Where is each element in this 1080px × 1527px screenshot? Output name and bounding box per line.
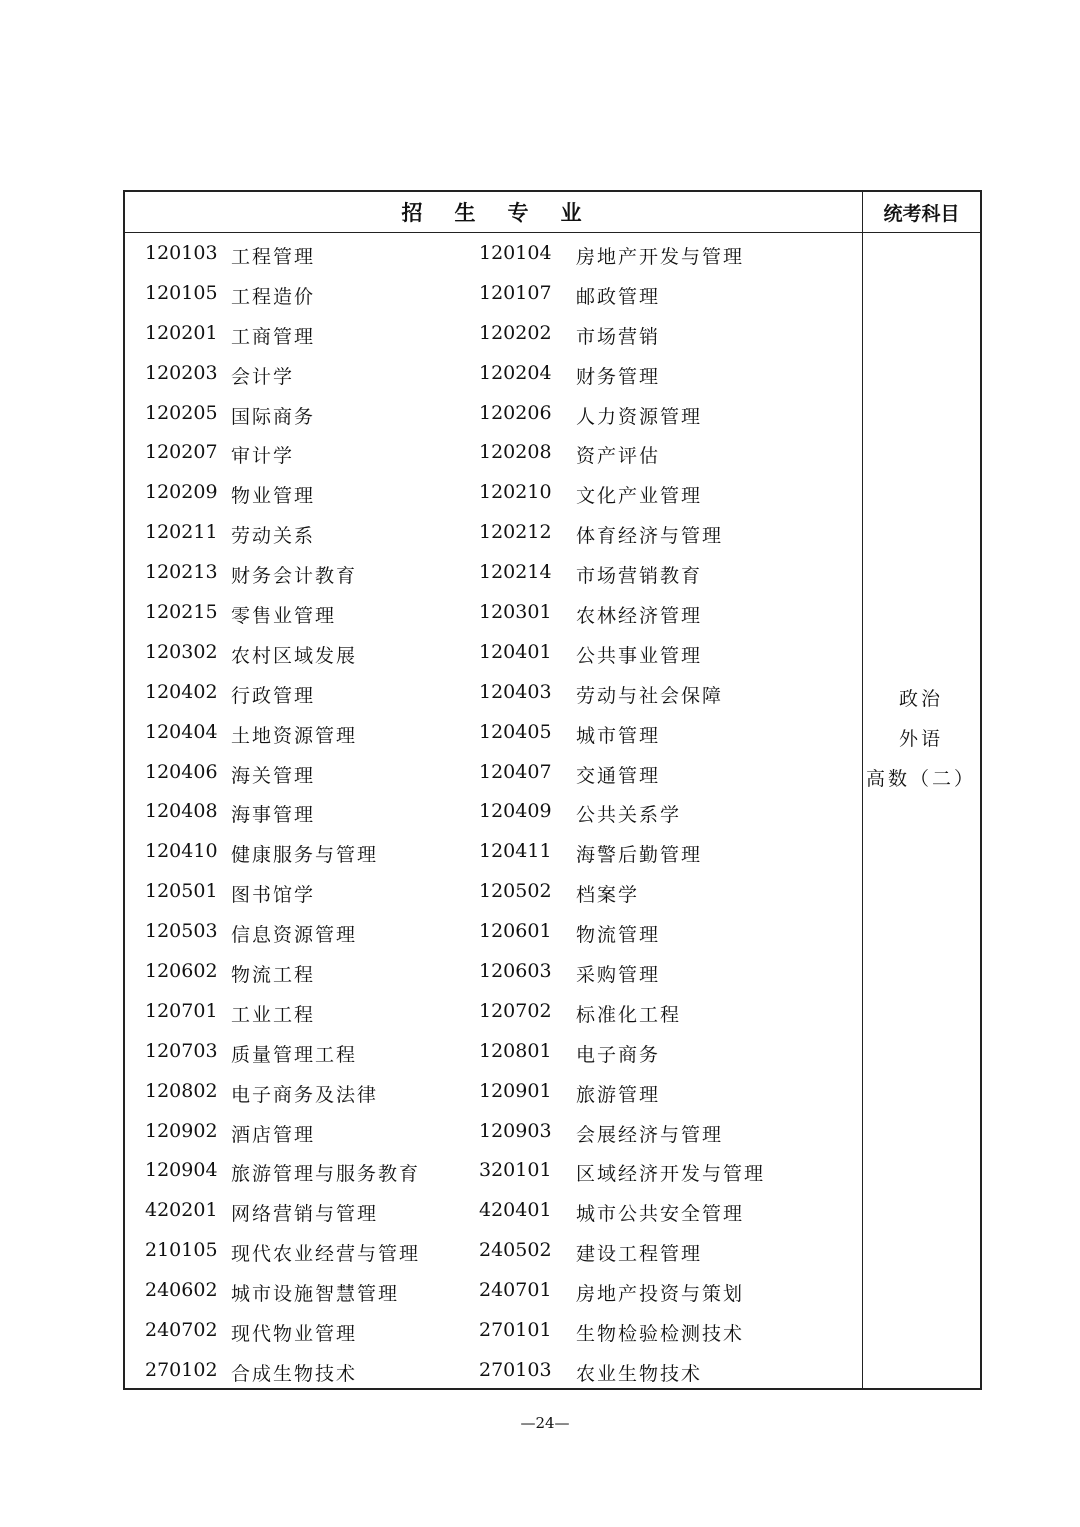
major-code: 120409 [479,800,552,823]
table-row [125,995,862,1035]
major-name: 合成生物技术 [231,1362,358,1385]
major-code: 120603 [479,960,552,983]
major-code: 240602 [145,1279,218,1302]
major-name: 旅游管理与服务教育 [231,1163,421,1186]
major-name: 劳动与社会保障 [576,684,724,707]
major-code: 320101 [479,1159,552,1182]
major-name: 土地资源管理 [231,724,358,747]
major-code: 120209 [145,481,218,504]
table-row [125,1154,862,1194]
major-name: 财务会计教育 [231,565,358,588]
major-code: 120601 [479,920,552,943]
table-row [125,1274,862,1314]
subject-politics: 政治 [898,688,943,710]
major-name: 工业工程 [231,1003,316,1026]
major-name: 人力资源管理 [576,405,703,428]
major-name: 城市管理 [576,724,661,747]
major-code: 120301 [479,601,552,624]
major-name: 信息资源管理 [231,924,358,947]
major-name: 农林经济管理 [576,605,703,628]
subjects-column-header: 统考科目 [862,192,980,232]
major-code: 120203 [145,361,218,384]
major-name: 海关管理 [231,764,316,787]
major-name: 市场营销 [576,325,661,348]
major-name: 零售业管理 [231,605,337,628]
major-name: 交通管理 [576,764,661,787]
major-name: 电子商务 [576,1043,661,1066]
major-code: 120206 [479,401,552,424]
major-name: 物业管理 [231,485,316,508]
major-name: 区域经济开发与管理 [576,1163,766,1186]
table-row [125,436,862,476]
major-code: 120208 [479,441,552,464]
major-code: 120502 [479,880,552,903]
major-name: 房地产开发与管理 [576,246,745,268]
table-header-row [125,192,980,233]
major-name: 档案学 [576,884,640,907]
major-code: 270101 [479,1319,552,1342]
table-row [125,277,862,317]
major-code: 120103 [145,242,218,264]
column-divider [862,232,863,1388]
major-code: 240502 [479,1239,552,1262]
table-row [125,716,862,756]
major-code: 420201 [145,1199,218,1222]
table-row [125,955,862,995]
header-char: 生 [454,200,476,225]
major-code: 120403 [479,680,552,703]
major-name: 劳动关系 [231,525,316,548]
major-name: 公共关系学 [576,804,682,827]
major-name: 资产评估 [576,445,661,468]
major-name: 农业生物技术 [576,1362,703,1385]
major-name: 审计学 [231,445,295,468]
major-code: 120408 [145,800,218,823]
major-code: 240701 [479,1279,552,1302]
major-code: 120211 [145,521,218,544]
major-name: 工程造价 [231,285,316,308]
major-code: 210105 [145,1239,218,1262]
major-name: 采购管理 [576,964,661,987]
major-name: 体育经济与管理 [576,525,724,548]
exam-subjects [862,679,980,799]
table-row [125,596,862,636]
major-name: 物流工程 [231,964,316,987]
major-code: 120107 [479,281,552,304]
table-row [125,516,862,556]
major-code: 120210 [479,481,552,504]
page-number: —24— [520,1414,570,1432]
major-code: 120302 [145,640,218,663]
major-code: 120903 [479,1119,552,1142]
table-row [125,237,862,277]
major-name: 物流管理 [576,924,661,947]
major-name: 城市公共安全管理 [576,1203,745,1226]
major-name: 健康服务与管理 [231,844,379,867]
major-name: 工商管理 [231,325,316,348]
major-code: 120401 [479,640,552,663]
major-name: 图书馆学 [231,884,316,907]
major-name: 工程管理 [231,246,316,268]
major-name: 旅游管理 [576,1083,661,1106]
major-code: 120105 [145,281,218,304]
major-code: 120202 [479,321,552,344]
majors-rows [125,237,862,1394]
major-name: 公共事业管理 [576,644,703,667]
table-row [125,835,862,875]
table-row [125,397,862,437]
major-code: 120405 [479,720,552,743]
major-code: 120406 [145,760,218,783]
major-code: 120215 [145,601,218,624]
major-code: 120407 [479,760,552,783]
major-name: 国际商务 [231,405,316,428]
major-name: 邮政管理 [576,285,661,308]
major-name: 房地产投资与策划 [576,1283,745,1306]
major-code: 120104 [479,242,552,264]
major-code: 120212 [479,521,552,544]
major-code: 120214 [479,561,552,584]
major-code: 120901 [479,1079,552,1102]
table-row [125,756,862,796]
major-code: 120702 [479,999,552,1022]
major-name: 建设工程管理 [576,1243,703,1266]
major-code: 240702 [145,1319,218,1342]
major-name: 市场营销教育 [576,565,703,588]
header-char: 业 [560,200,582,225]
major-code: 120213 [145,561,218,584]
major-name: 标准化工程 [576,1003,682,1026]
major-code: 120501 [145,880,218,903]
major-name: 酒店管理 [231,1123,316,1146]
major-code: 120205 [145,401,218,424]
major-name: 农村区域发展 [231,644,358,667]
major-name: 生物检验检测技术 [576,1323,745,1346]
table-row [125,915,862,955]
major-code: 120904 [145,1159,218,1182]
major-code: 120410 [145,840,218,863]
major-name: 海事管理 [231,804,316,827]
major-code: 270103 [479,1358,552,1381]
table-row [125,1314,862,1354]
major-code: 120802 [145,1079,218,1102]
table-row [125,795,862,835]
table-row [125,676,862,716]
table-row [125,636,862,676]
major-name: 财务管理 [576,365,661,388]
header-char: 专 [507,200,529,225]
major-code: 120201 [145,321,218,344]
major-name: 海警后勤管理 [576,844,703,867]
major-code: 270102 [145,1358,218,1381]
subject-math-two: 高数（二） [865,768,976,790]
table-row [125,1075,862,1115]
table-row [125,357,862,397]
major-name: 会展经济与管理 [576,1123,724,1146]
major-code: 120902 [145,1119,218,1142]
major-code: 120207 [145,441,218,464]
major-name: 网络营销与管理 [231,1203,379,1226]
major-name: 现代农业经营与管理 [231,1243,421,1266]
major-name: 会计学 [231,365,295,388]
majors-column-header [125,192,862,232]
major-code: 120703 [145,1039,218,1062]
table-row [125,1115,862,1155]
header-char: 招 [401,200,423,225]
subject-foreign-language: 外语 [898,728,943,750]
table-row [125,1234,862,1274]
table-row [125,556,862,596]
table-row [125,1194,862,1234]
major-name: 城市设施智慧管理 [231,1283,400,1306]
table-row [125,476,862,516]
table-row [125,875,862,915]
major-name: 行政管理 [231,684,316,707]
major-code: 120402 [145,680,218,703]
major-code: 120801 [479,1039,552,1062]
table-row [125,317,862,357]
major-code: 120701 [145,999,218,1022]
major-code: 120602 [145,960,218,983]
major-code: 120204 [479,361,552,384]
major-name: 质量管理工程 [231,1043,358,1066]
major-code: 120411 [479,840,552,863]
major-name: 电子商务及法律 [231,1083,379,1106]
major-name: 文化产业管理 [576,485,703,508]
major-code: 120404 [145,720,218,743]
table-row [125,1035,862,1075]
major-name: 现代物业管理 [231,1323,358,1346]
majors-table [123,190,982,1390]
major-code: 120503 [145,920,218,943]
table-row [125,1354,862,1394]
major-code: 420401 [479,1199,552,1222]
